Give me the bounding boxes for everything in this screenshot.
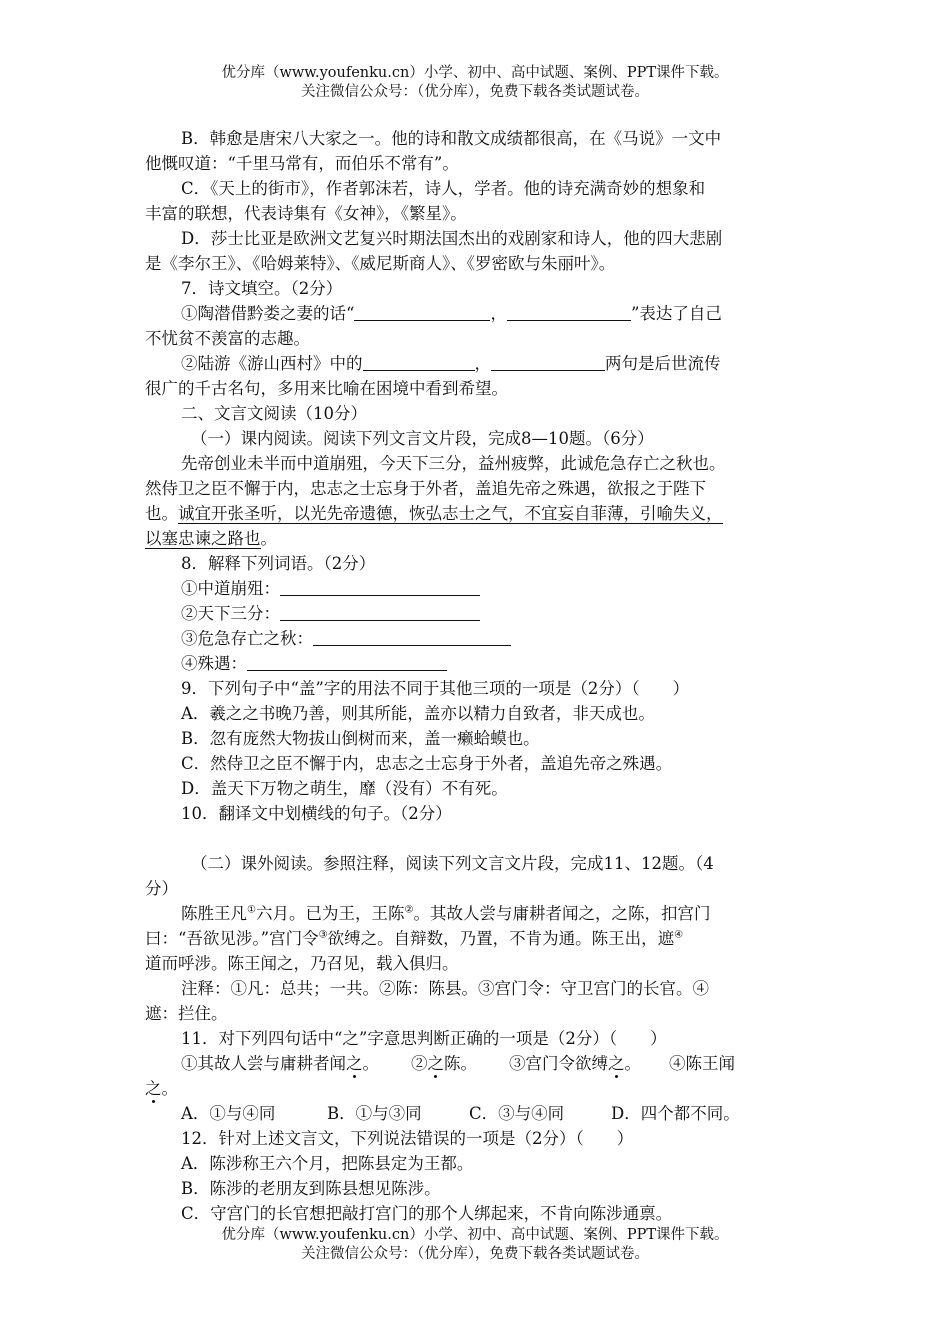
q8-item4-label: ④殊遇：: [181, 654, 247, 673]
q11-options: [145, 1101, 810, 1126]
q8-item-3: [145, 626, 810, 651]
q11-s4-end: 。: [161, 1079, 178, 1098]
q6-option-d-line1: D．莎士比亚是欧洲文艺复兴时期法国杰出的戏剧家和诗人，他的四大悲剧: [181, 229, 723, 248]
passage-line-4: [145, 526, 810, 551]
passage-line3-start: 也。: [145, 504, 178, 523]
q7-item1-suffix: ”表达了自己: [630, 304, 722, 323]
q8-item-1: [145, 576, 810, 601]
part1-title: （一）课内阅读。阅读下列文言文片段，完成8—10题。（6分）: [191, 429, 654, 448]
part2-title: （二）课外阅读。参照注释，阅读下列文言文片段，完成11、12题。（4: [191, 854, 714, 873]
passage-line-2: 然侍卫之臣不懈于内，忠志之士忘身于外者，盖追先帝之殊遇，欲报之于陛下: [145, 479, 706, 498]
q7-title: 7．诗文填空。（2分）: [181, 279, 343, 298]
q7-item2-prefix: ②陆游《游山西村》中的: [181, 354, 363, 373]
passage-line4-end: 。: [260, 529, 277, 548]
footnote-marker-4: ④: [674, 929, 684, 941]
q12-title: 12．针对上述文言文，下列说法错误的一项是（2分）（ ）: [181, 1129, 634, 1148]
q11-s2-zhi: 之: [427, 1054, 444, 1073]
section2-title: 二、文言文阅读（10分）: [181, 404, 367, 423]
q6-option-b-line2: 他慨叹道：“千里马常有，而伯乐不常有”。: [145, 154, 459, 173]
q11-option-c: C．③与④同: [469, 1104, 565, 1123]
footnote-marker-2: ②: [404, 904, 414, 916]
q11-s2-end: 陈。: [444, 1054, 477, 1073]
q9-option-a: A．羲之之书晚乃善，则其所能，盖亦以精力自致者，非天成也。: [181, 704, 655, 723]
q8-item3-label: ③危急存亡之秋：: [181, 629, 313, 648]
part2-passage-line-1: [145, 901, 810, 926]
q12-option-c: C．守宫门的长官想把敲打宫门的那个人绑起来，不肯向陈涉通禀。: [181, 1204, 673, 1223]
q11-s4-text: ④陈王闻: [669, 1054, 735, 1073]
q7-item2-separator: ，: [474, 354, 491, 373]
q6-option-c-line2: 丰富的联想，代表诗集有《女神》，《繁星》。: [145, 204, 467, 223]
q8-blank-4[interactable]: [247, 653, 447, 671]
underlined-sentence-part2: 以塞忠谏之路也: [145, 529, 261, 548]
document-body: [145, 126, 810, 1226]
q11-sentences: [145, 1051, 810, 1076]
part2-notes-line-2: 遮：拦住。: [145, 1004, 228, 1023]
q7-item1-prefix: ①陶潜借黔娄之妻的话“: [181, 304, 355, 323]
q9-title: 9．下列句子中“盖”字的用法不同于其他三项的一项是（2分）（ ）: [181, 679, 690, 698]
q11-title: 11．对下列四句话中“之”字意思判断正确的一项是（2分）（ ）: [181, 1029, 667, 1048]
q11-sentences-cont: [145, 1076, 810, 1101]
passage-line-1: 先帝创业未半而中道崩殂，今天下三分，益州疲弊，此诚危急存亡之秋也。: [181, 454, 726, 473]
q11-s4-zhi: 之: [145, 1079, 162, 1098]
footer-line-1: 优分库（www.youfenku.cn）小学、初中、高中试题、案例、PPT课件下载。: [221, 1227, 729, 1243]
q12-option-a: A．陈涉称王六个月，把陈县定为王都。: [181, 1154, 474, 1173]
footnote-marker-3: ③: [318, 929, 328, 941]
header-line-2: 关注微信公众号：（优分库），免费下载各类试题试卷。: [301, 84, 649, 100]
q8-blank-3[interactable]: [313, 628, 511, 646]
q7-blank-4[interactable]: [491, 353, 605, 371]
q10-answer-space: [145, 826, 810, 851]
q11-s1-zhi: 之: [346, 1054, 363, 1073]
page-header: [0, 64, 950, 102]
footnote-marker-1: ①: [247, 904, 256, 916]
q6-option-d-line2: 是《李尔王》、《哈姆莱特》、《威尼斯商人》、《罗密欧与朱丽叶》。: [145, 254, 616, 273]
q8-item2-label: ②天下三分：: [181, 604, 280, 623]
part2-notes-line-1: 注释：①凡：总共；一共。②陈：陈县。③宫门令：守卫宫门的长官。④: [181, 979, 709, 998]
q11-s1-end: 。: [362, 1054, 379, 1073]
q8-blank-1[interactable]: [280, 578, 480, 596]
underlined-sentence-part1: 诚宜开张圣听，以光先帝遗德，恢弘志士之气，不宜妄自菲薄，引喻失义，: [178, 504, 723, 523]
q8-item-4: [145, 651, 810, 676]
header-line-1: 优分库（www.youfenku.cn）小学、初中、高中试题、案例、PPT课件下载。: [221, 65, 729, 81]
part2-passage-line-3: 道而呼涉。陈王闻之，乃召见，载入俱归。: [145, 954, 459, 973]
q7-item-2: [145, 351, 810, 376]
part2-line1-c: 。其故人尝与庸耕者闻之，之陈，扣宫门: [413, 904, 711, 923]
part2-line1-a: 陈胜王凡: [181, 904, 247, 923]
part2-line2-b: 欲缚之。自辩数，乃置，不肯为通。陈王出，遮: [327, 929, 675, 948]
part2-passage-line-2: [145, 926, 810, 951]
q11-s3-end: 。: [624, 1054, 641, 1073]
q12-option-b: B．陈涉的老朋友到陈县想见陈涉。: [181, 1179, 441, 1198]
part2-line1-b: 六月。已为王，王陈: [255, 904, 405, 923]
q8-title: 8．解释下列词语。（2分）: [181, 554, 376, 573]
q9-option-c: C．然侍卫之臣不懈于内，忠志之士忘身于外者，盖追先帝之殊遇。: [181, 754, 673, 773]
footer-line-2: 关注微信公众号：（优分库），免费下载各类试题试卷。: [301, 1246, 649, 1262]
q7-blank-1[interactable]: [354, 303, 490, 321]
q7-item-2-cont: 很广的千古名句，多用来比喻在困境中看到希望。: [145, 379, 508, 398]
q11-option-a: A．①与④同: [181, 1104, 276, 1123]
part2-title-cont: 分）: [145, 879, 178, 898]
q9-option-d: D．盖天下万物之萌生，靡（没有）不有死。: [181, 779, 508, 798]
q11-option-b: B．①与③同: [327, 1104, 422, 1123]
q7-item2-suffix: 两句是后世流传: [605, 354, 721, 373]
q11-s1-text: ①其故人尝与庸耕者闻: [181, 1054, 346, 1073]
q10-title: 10．翻译文中划横线的句子。（2分）: [181, 804, 452, 823]
q9-option-b: B．忽有庞然大物拔山倒树而来，盖一癞蛤蟆也。: [181, 729, 540, 748]
q6-option-c-line1: C．《天上的街市》，作者郭沫若，诗人，学者。他的诗充满奇妙的想象和: [181, 179, 706, 198]
q11-option-d: D．四个都不同。: [611, 1104, 740, 1123]
q11-s3-zhi: 之: [608, 1054, 625, 1073]
page-footer: [0, 1226, 950, 1264]
q8-item-2: [145, 601, 810, 626]
q7-item-1-cont: 不忧贫不羡富的志趣。: [145, 329, 310, 348]
q7-blank-3[interactable]: [363, 353, 475, 371]
passage-line-3: [145, 501, 810, 526]
q8-item1-label: ①中道崩殂：: [181, 579, 280, 598]
q11-s2-num: ②: [411, 1054, 428, 1073]
q7-blank-2[interactable]: [507, 303, 631, 321]
part2-line2-a: 曰：“吾欲见涉。”宫门令: [145, 929, 319, 948]
q6-option-b-line1: B．韩愈是唐宋八大家之一。他的诗和散文成绩都很高，在《马说》一文中: [181, 129, 722, 148]
q8-blank-2[interactable]: [280, 603, 480, 621]
q7-item-1: [145, 301, 810, 326]
q7-item1-separator: ，: [490, 304, 507, 323]
q11-s3-text: ③宫门令欲缚: [509, 1054, 608, 1073]
